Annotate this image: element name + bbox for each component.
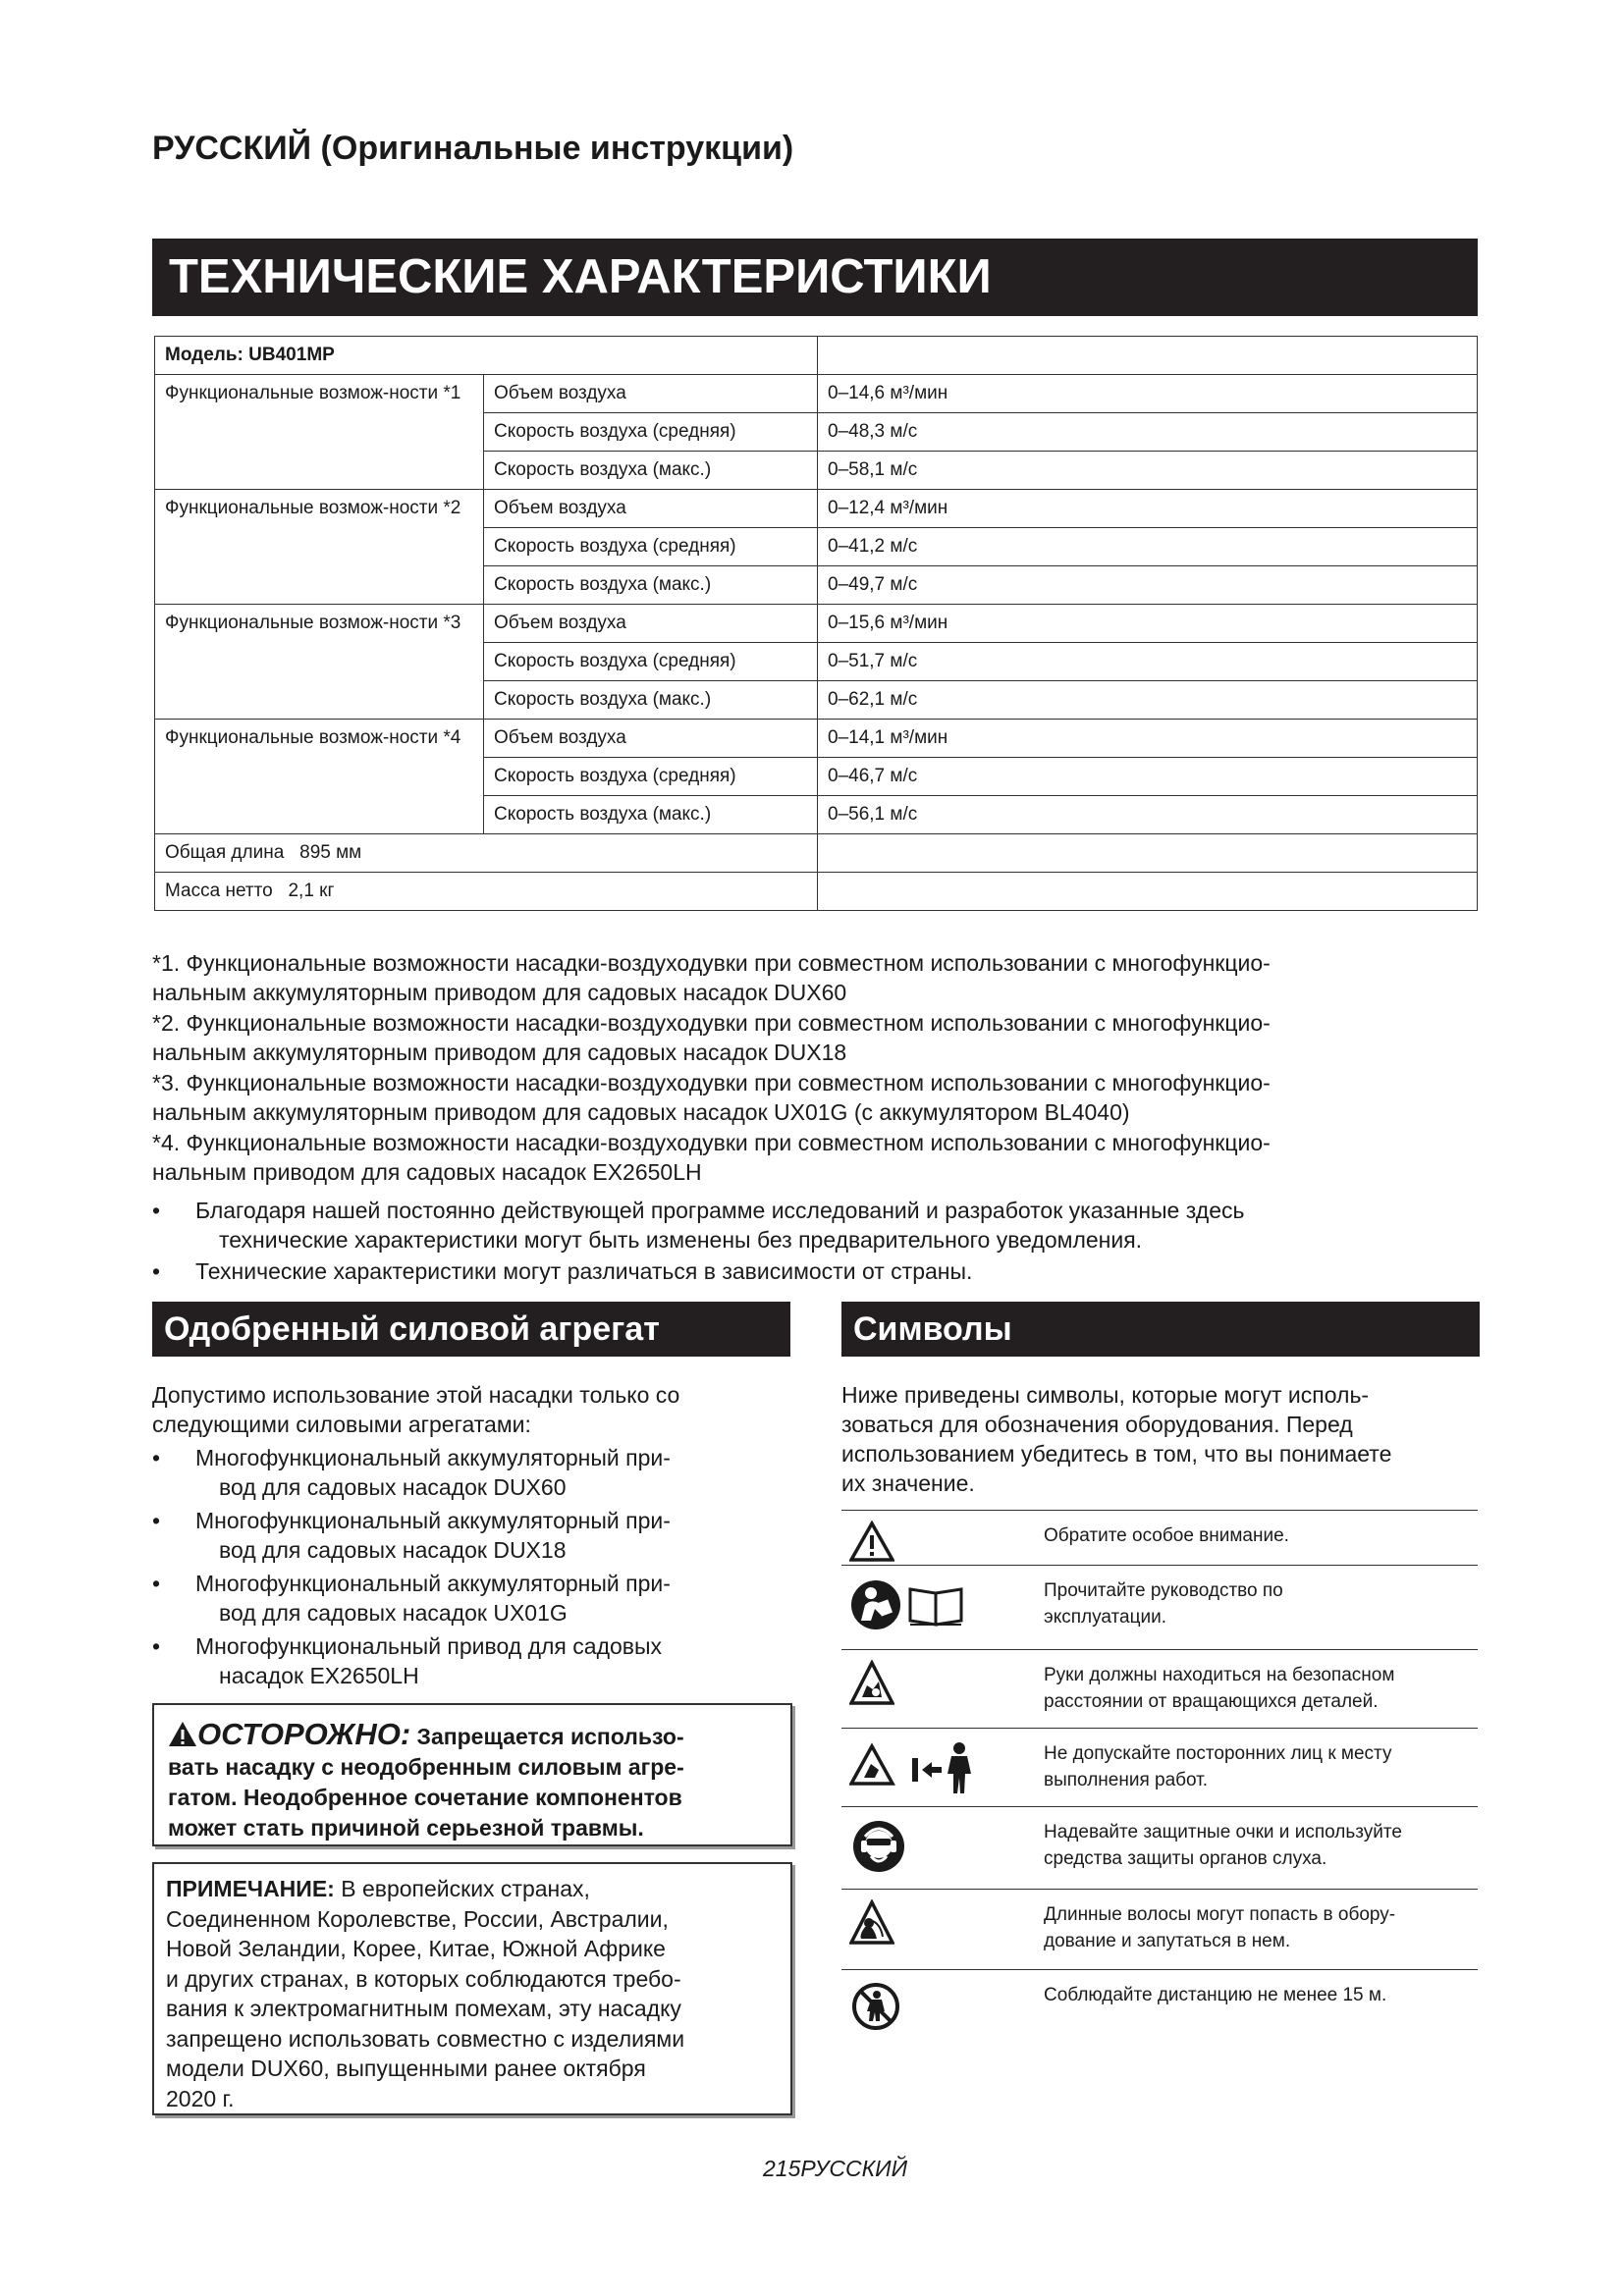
footnote — [152, 1068, 1468, 1127]
paragraph-line: Ниже приведены символы, которые могут исполь- — [841, 1382, 1370, 1408]
list-item — [152, 1443, 790, 1502]
aggregate-intro — [152, 1380, 790, 1439]
long-hair-icon — [849, 1899, 894, 1953]
spec-value: 0–14,6 м³/мин — [818, 375, 1478, 413]
note-text — [166, 1874, 785, 2113]
table-row — [155, 490, 1478, 528]
paragraph-line: Допустимо использование этой насадки только со — [152, 1382, 680, 1408]
bullet-dot: • — [152, 1445, 161, 1470]
spec-value: 0–62,1 м/с — [818, 681, 1478, 720]
note-line: вания к электромагнитным помехам, эту насадку — [166, 1996, 681, 2021]
group-label: Функциональные возмож-ности *4 — [155, 720, 484, 834]
specifications-heading: ТЕХНИЧЕСКИЕ ХАРАКТЕРИСТИКИ — [169, 250, 992, 303]
symbol-description: Прочитайте руководство по эксплуатации. — [1044, 1580, 1283, 1628]
spec-name: Скорость воздуха (макс.) — [484, 452, 818, 490]
footnote-line: *2. Функциональные возможности насадки-воздуходувки при совместном использовании с многофункцио- — [152, 1010, 1271, 1036]
warning-line: гатом. Неодобренное сочетание компонентов — [168, 1785, 682, 1810]
symbols-heading-bar — [841, 1302, 1480, 1357]
eye-ear-protection-icon — [849, 1817, 908, 1881]
list-item-text: Благодаря нашей постоянно действующей программе исследований и разработок указанные здесь — [195, 1198, 1245, 1223]
spec-name: Объем воздуха — [484, 720, 818, 758]
spec-value: 0–14,1 м³/мин — [818, 720, 1478, 758]
spec-value: 0–12,4 м³/мин — [818, 490, 1478, 528]
spec-value: 0–46,7 м/с — [818, 758, 1478, 796]
warning-text — [168, 1719, 782, 1843]
specifications-table — [154, 336, 1478, 911]
list-item — [152, 1569, 790, 1628]
symbol-description: Надевайте защитные очки и используйте средства защиты органов слуха. — [1044, 1822, 1402, 1869]
note-line: В европейских странах, — [341, 1876, 590, 1901]
spec-value: 0–58,1 м/с — [818, 452, 1478, 490]
keep-distance-icon — [849, 1980, 902, 2038]
symbol-row — [841, 1806, 1478, 1890]
list-item-text: вод для садовых насадок DUX18 — [219, 1537, 567, 1563]
spec-value: 0–48,3 м/с — [818, 413, 1478, 452]
note-line: запрещено использовать совместно с изделиями — [166, 2025, 685, 2052]
symbols-heading: Символы — [853, 1310, 1012, 1348]
symbol-description: Соблюдайте дистанцию не менее 15 м. — [1044, 1985, 1387, 2005]
empty-cell — [818, 873, 1478, 911]
list-item — [152, 1256, 1468, 1286]
bullet-dot: • — [152, 1633, 161, 1659]
footnote-line: *4. Функциональные возможности насадки-воздуходувки при совместном использовании с многофункцио- — [152, 1130, 1271, 1155]
read-manual-icon — [849, 1575, 967, 1639]
list-item-text: вод для садовых насадок DUX60 — [219, 1474, 567, 1500]
page-number: 215РУССКИЙ — [763, 2156, 908, 2181]
list-item-text: Многофункциональный аккумуляторный при- — [195, 1571, 671, 1596]
spec-value: 0–15,6 м³/мин — [818, 605, 1478, 643]
bullet-dot: • — [152, 1508, 161, 1533]
list-item — [152, 1631, 790, 1690]
bullet-dot: • — [152, 1258, 161, 1284]
list-item-text: технические характеристики могут быть изменены без предварительного уведомления. — [219, 1227, 1143, 1253]
table-row — [155, 605, 1478, 643]
note-line: 2020 г. — [166, 2085, 235, 2111]
footnote-line: нальным приводом для садовых насадок EX2650LH — [152, 1159, 702, 1185]
symbol-description: Руки должны находиться на безопасном расстоянии от вращающихся деталей. — [1044, 1665, 1395, 1712]
warning-word: ОСТОРОЖНО: — [197, 1717, 411, 1751]
footnote-line: нальным аккумуляторным приводом для садовых насадок DUX18 — [152, 1040, 847, 1065]
footnote-line: *1. Функциональные возможности насадки-воздуходувки при совместном использовании с многофункцио- — [152, 950, 1271, 976]
warning-triangle-icon — [168, 1721, 197, 1747]
paragraph-line: использованием убедитесь в том, что вы понимаете — [841, 1441, 1392, 1467]
language-title: РУССКИЙ (Оригинальные инструкции) — [152, 130, 794, 167]
list-item-text: Технические характеристики могут различаться в зависимости от страны. — [195, 1258, 973, 1284]
spec-name: Объем воздуха — [484, 490, 818, 528]
spec-name: Скорость воздуха (средняя) — [484, 528, 818, 566]
table-row — [155, 375, 1478, 413]
model-cell: Модель: UB401MP — [155, 337, 818, 375]
note-line: Соединенном Королевстве, России, Австралии, — [166, 1905, 669, 1932]
keep-bystanders-away-icon — [849, 1738, 987, 1802]
total-length-cell: Общая длина 895 мм — [155, 834, 818, 873]
note-line: и других странах, в которых соблюдаются требо- — [166, 1965, 681, 1992]
warning-line: может стать причиной серьезной травмы. — [168, 1815, 644, 1841]
empty-cell — [818, 337, 1478, 375]
paragraph-line: следующими силовыми агрегатами: — [152, 1412, 531, 1437]
symbol-description: Длинные волосы могут попасть в обору- дование и запутаться в нем. — [1044, 1904, 1396, 1951]
warning-line: Запрещается использо- — [416, 1724, 684, 1749]
symbol-description: Обратите особое внимание. — [1044, 1525, 1289, 1546]
spec-name: Скорость воздуха (макс.) — [484, 566, 818, 605]
paragraph-line: их значение. — [841, 1470, 975, 1496]
list-item-text: вод для садовых насадок UX01G — [219, 1600, 568, 1626]
symbol-row — [841, 1728, 1478, 1807]
symbol-row — [841, 1649, 1478, 1729]
spec-value: 0–49,7 м/с — [818, 566, 1478, 605]
warning-triangle-icon — [849, 1521, 894, 1567]
paragraph-line: зоваться для обозначения оборудования. Перед — [841, 1412, 1353, 1437]
spec-name: Скорость воздуха (средняя) — [484, 643, 818, 681]
warning-line: вать насадку с неодобренным силовым агре- — [168, 1754, 684, 1780]
footnote — [152, 1008, 1468, 1067]
spec-name: Скорость воздуха (макс.) — [484, 796, 818, 834]
list-item-text: Многофункциональный привод для садовых — [195, 1633, 663, 1659]
table-row — [155, 720, 1478, 758]
bullet-dot: • — [152, 1571, 161, 1596]
aggregate-heading-bar — [152, 1302, 790, 1357]
spec-name: Скорость воздуха (средняя) — [484, 758, 818, 796]
group-label: Функциональные возмож-ности *2 — [155, 490, 484, 605]
spec-name: Скорость воздуха (макс.) — [484, 681, 818, 720]
symbols-intro — [841, 1380, 1480, 1498]
symbol-row — [841, 1510, 1478, 1566]
spec-name: Объем воздуха — [484, 605, 818, 643]
specifications-heading-bar — [152, 239, 1478, 316]
footnote-line: нальным аккумуляторным приводом для садовых насадок UX01G (с аккумулятором BL4040) — [152, 1099, 1130, 1125]
empty-cell — [818, 834, 1478, 873]
list-item-text: Многофункциональный аккумуляторный при- — [195, 1508, 671, 1533]
list-item — [152, 1196, 1468, 1255]
group-label: Функциональные возмож-ности *3 — [155, 605, 484, 720]
note-line: модели DUX60, выпущенными ранее октября — [166, 2056, 646, 2081]
table-row — [155, 834, 1478, 873]
list-item-text: насадок EX2650LH — [219, 1663, 419, 1688]
spec-value: 0–51,7 м/с — [818, 643, 1478, 681]
warning-box — [152, 1703, 792, 1846]
symbol-row — [841, 1889, 1478, 1970]
note-line: Новой Зеландии, Корее, Китае, Южной Африке — [166, 1936, 666, 1961]
list-item-text: Многофункциональный аккумуляторный при- — [195, 1445, 671, 1470]
spec-name: Скорость воздуха (средняя) — [484, 413, 818, 452]
list-item — [152, 1506, 790, 1565]
footnote — [152, 1128, 1468, 1187]
group-label: Функциональные возмож-ности *1 — [155, 375, 484, 490]
spec-value: 0–56,1 м/с — [818, 796, 1478, 834]
spec-name: Объем воздуха — [484, 375, 818, 413]
symbol-row — [841, 1565, 1478, 1650]
table-row — [155, 873, 1478, 911]
symbol-description: Не допускайте посторонних лиц к месту выполнения работ. — [1044, 1743, 1392, 1790]
footnote — [152, 948, 1468, 1007]
table-row — [155, 337, 1478, 375]
hands-away-icon — [849, 1660, 894, 1714]
symbol-row — [841, 1969, 1478, 2051]
net-mass-cell: Масса нетто 2,1 кг — [155, 873, 818, 911]
note-box — [152, 1862, 792, 2115]
bullet-dot: • — [152, 1198, 161, 1223]
aggregate-heading: Одобренный силовой агрегат — [164, 1310, 660, 1348]
note-label: ПРИМЕЧАНИЕ: — [166, 1876, 335, 1901]
footnote-line: нальным аккумуляторным приводом для садовых насадок DUX60 — [152, 980, 847, 1005]
footnote-line: *3. Функциональные возможности насадки-воздуходувки при совместном использовании с многофункцио- — [152, 1070, 1271, 1095]
spec-value: 0–41,2 м/с — [818, 528, 1478, 566]
